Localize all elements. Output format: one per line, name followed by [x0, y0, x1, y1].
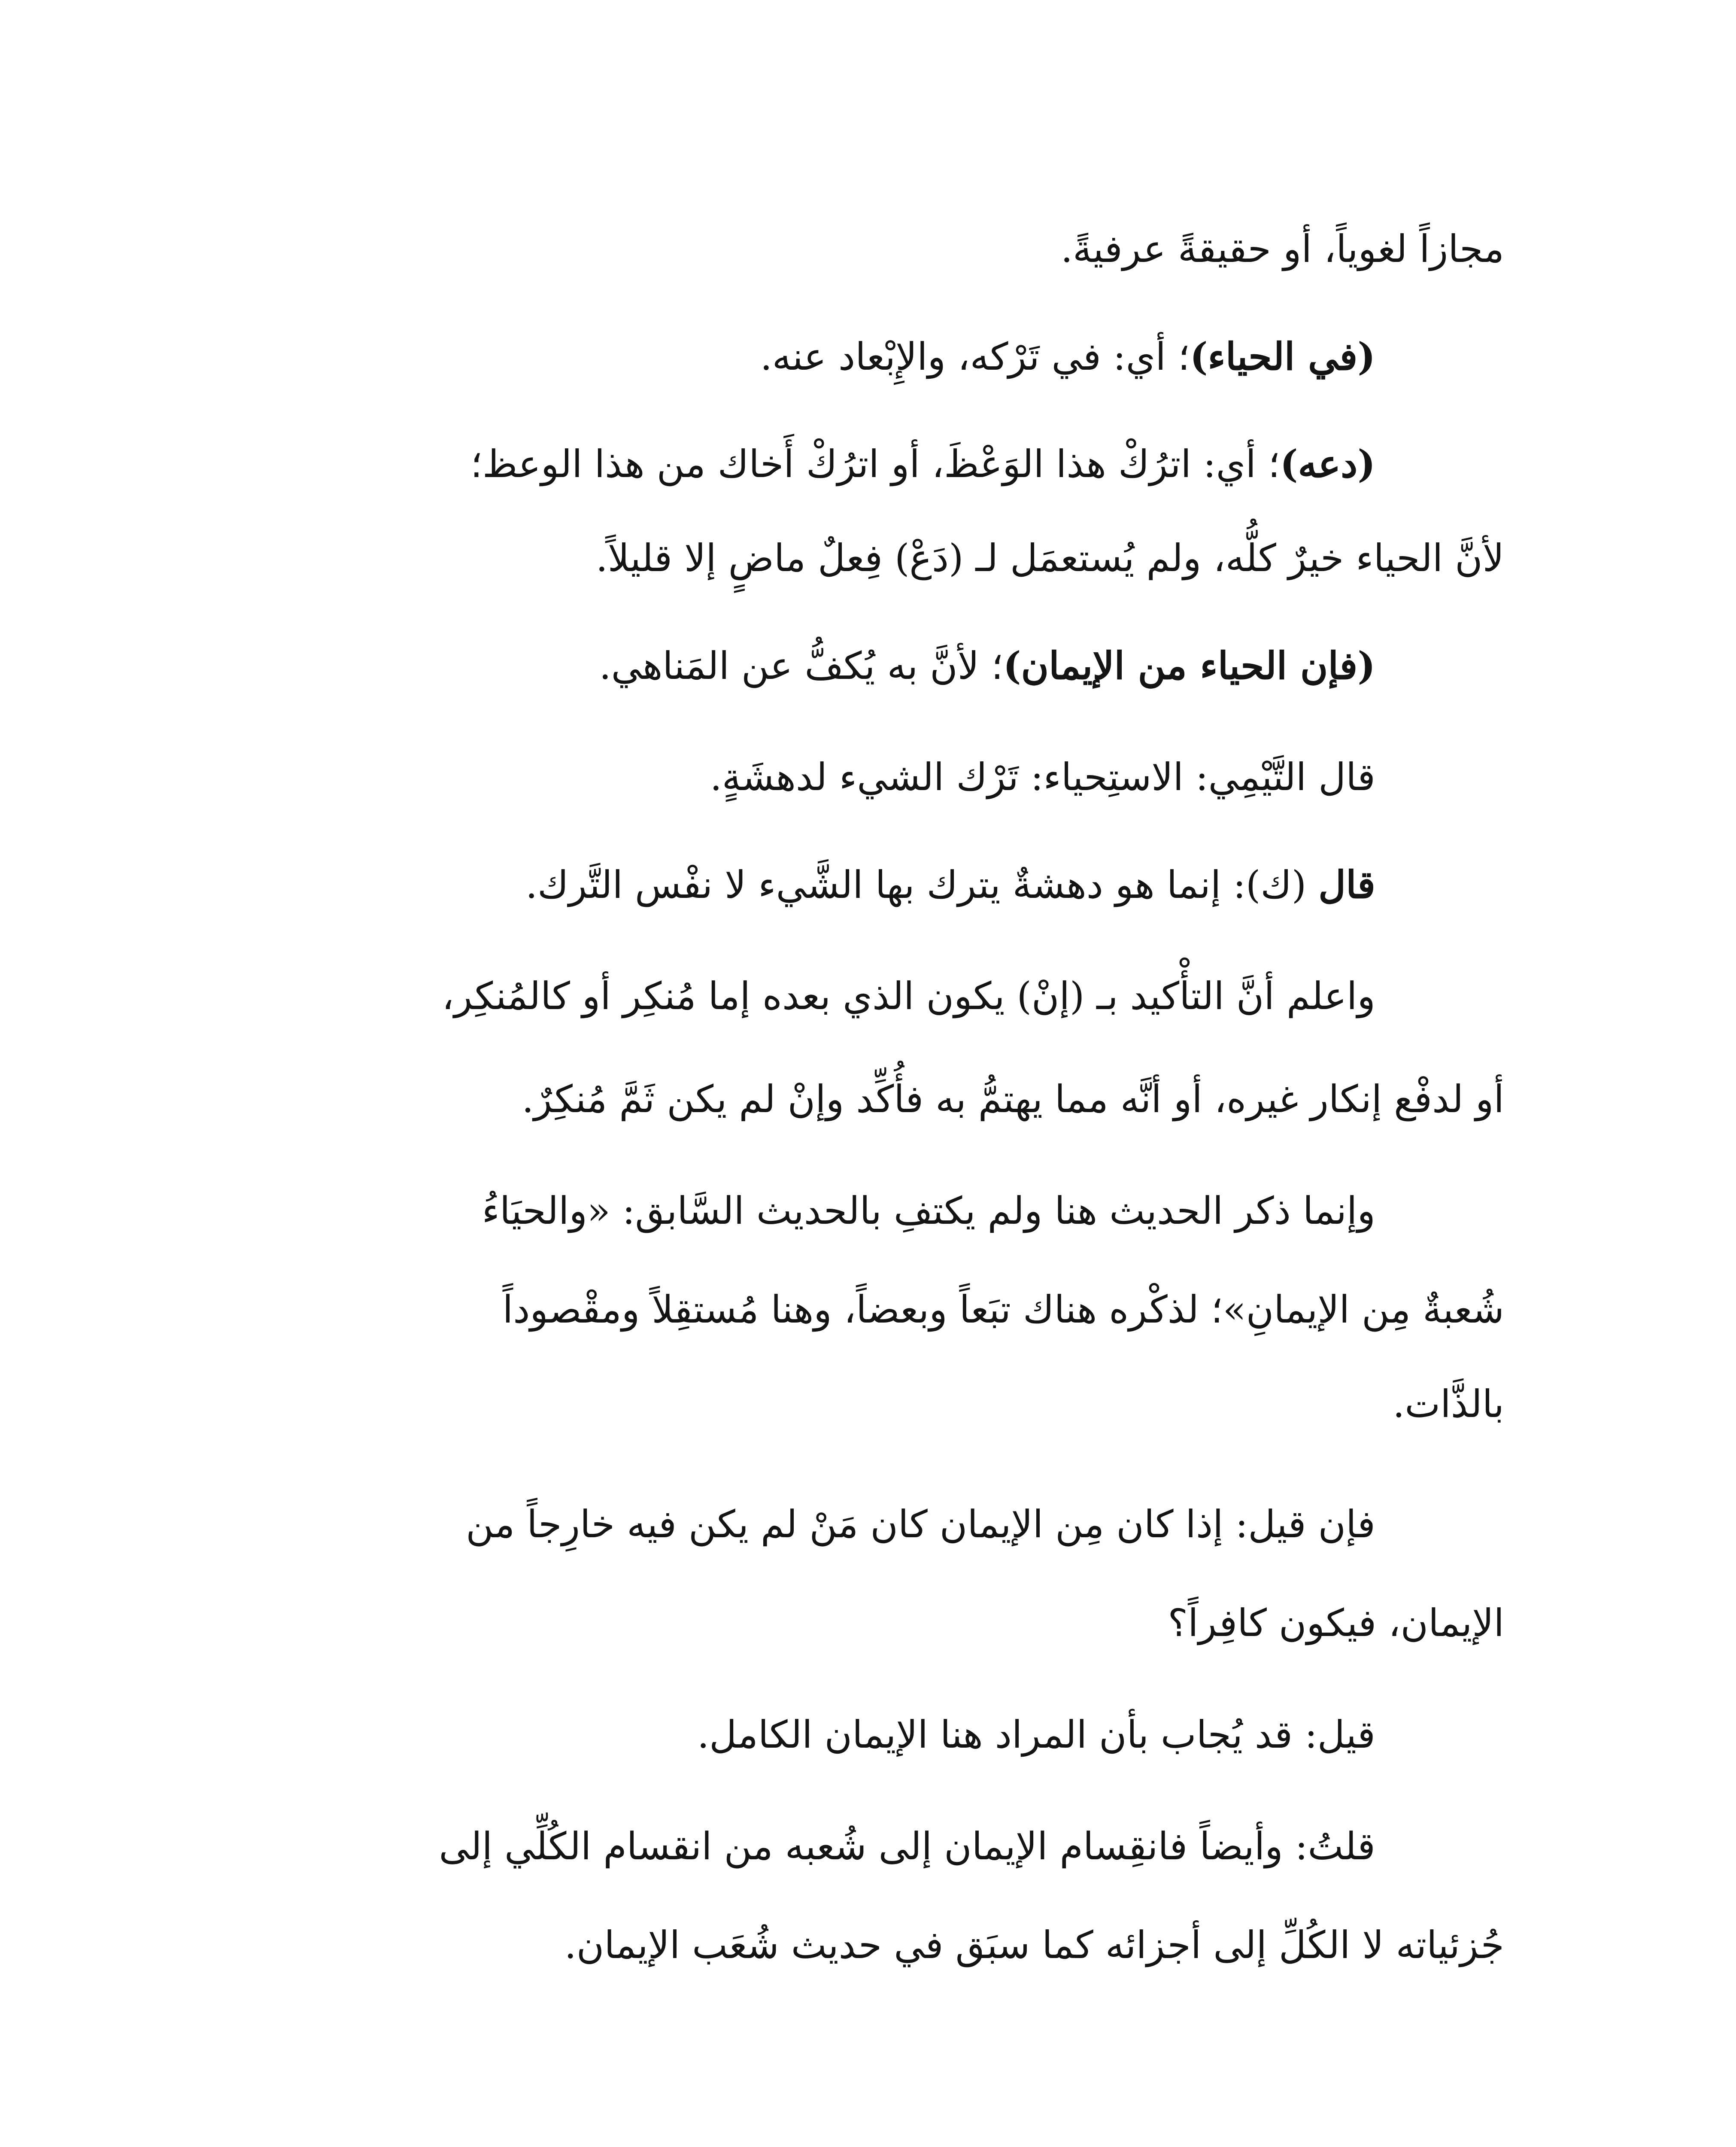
text-line: وإنما ذكر الحديث هنا ولم يكتفِ بالحديث السَّابق: «والحيَاءُ: [482, 1189, 1375, 1233]
text-line: قال التَّيْمِي: الاستِحياء: تَرْك الشيء لدهشَةٍ.: [710, 755, 1375, 799]
text-line: واعلم أنَّ التأْكيد بـ (إنْ) يكون الذي بعده إما مُنكِر أو كالمُنكِر،: [442, 974, 1375, 1018]
text-line: شُعبةٌ مِن الإيمانِ»؛ لذكْره هناك تبَعاً وبعضاً، وهنا مُستقِلاً ومقْصوداً: [502, 1287, 1504, 1332]
text-line: فإن قيل: إذا كان مِن الإيمان كان مَنْ لم يكن فيه خارِجاً من: [466, 1502, 1375, 1546]
text-line: أو لدفْع إنكار غيره، أو أنَّه مما يهتمُّ به فأُكِّد وإنْ لم يكن ثَمَّ مُنكِرٌ.: [522, 1077, 1504, 1121]
text-line: مجازاً لغوياً، أو حقيقةً عرفيةً.: [1061, 227, 1504, 271]
text-line: قيل: قد يُجاب بأن المراد هنا الإيمان الكامل.: [697, 1712, 1375, 1757]
text-line: جُزئياته لا الكُلِّ إلى أجزائه كما سبَق في حديث شُعَب الإيمان.: [564, 1923, 1504, 1967]
text-line: قلتُ: وأيضاً فانقِسام الإيمان إلى شُعبه من انقسام الكُلِّي إلى: [439, 1824, 1375, 1868]
text-line: لأنَّ الحياء خيرٌ كلُّه، ولم يُستعمَل لـ (دَعْ) فِعلٌ ماضٍ إلا قليلاً.: [595, 536, 1504, 580]
text-line: (دعه)؛ أي: اترُكْ هذا الوَعْظَ، أو اترُكْ أَخاك من هذا الوعظ؛: [470, 441, 1375, 486]
text-line: بالذَّات.: [1393, 1382, 1504, 1426]
text-line: (فإن الحياء من الإيمان)؛ لأنَّ به يُكفُّ عن المَناهي.: [599, 643, 1375, 688]
text-line: قال (ك): إنما هو دهشةٌ يترك بها الشَّيء لا نفْس التَّرك.: [525, 862, 1375, 907]
text-line: الإيمان، فيكون كافِراً؟: [1168, 1601, 1504, 1645]
text-line: (في الحياء)؛ أي: في تَرْكه، والإِبْعاد عنه.: [760, 334, 1375, 379]
